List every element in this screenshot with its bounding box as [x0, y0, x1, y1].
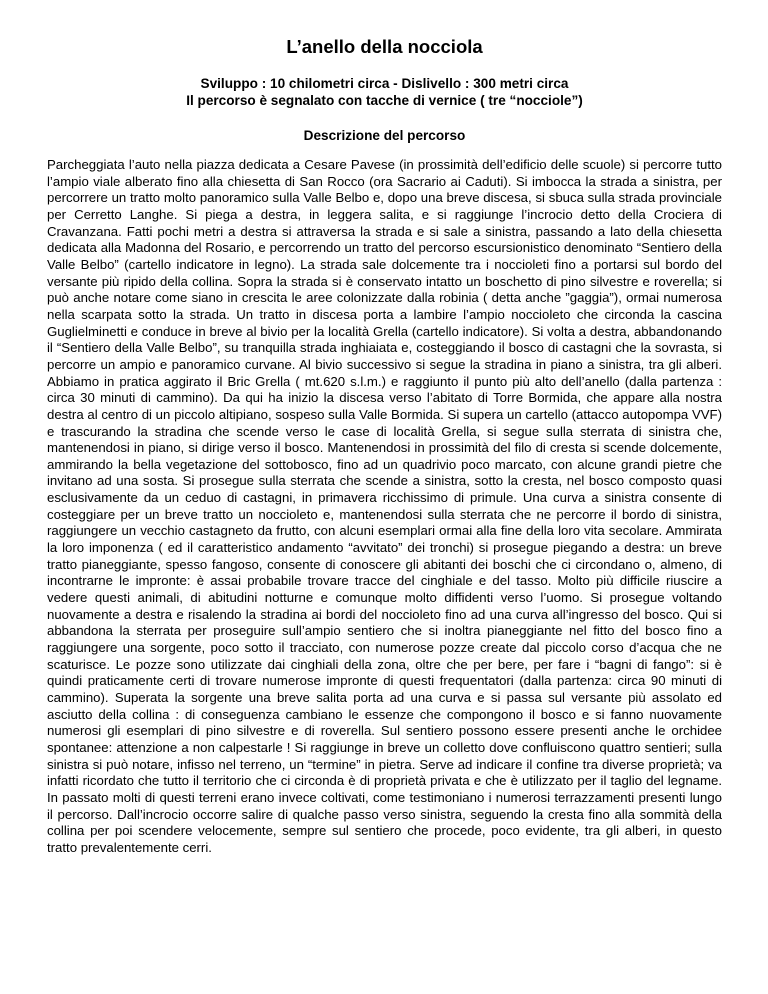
route-description: Parcheggiata l’auto nella piazza dedicata a Cesare Pavese (in prossimità dell’edificio delle scuole) si percorre tutto l’ampio viale alberato fino alla chiesetta di San Rocco (ora Sacrario ai Caduti). Si imbocca la strada a sinistra, per percorrere un tratto molto panoramico sulla Valle Belbo e, dopo una breve discesa, si sbuca sulla strada provinciale per Cerretto Langhe. Si piega a destra, in leggera salita, e si raggiunge l’incrocio detto della Crociera di Cravanzana. Fatti pochi metri a destra si attraversa la strada e si sale a sinistra, passando a lato della chiesetta dedicata alla Madonna del Rosario, e percorrendo un tratto del percorso escursionistico denominato “Sentiero della Valle Belbo” (cartello indicatore in legno). La strada sale dolcemente tra i noccioleti fino a portarsi sul bordo del versante più ripido della collina. Sopra la strada si è conservato intatto un boschetto di pino silvestre e roverella; si può anche notare come siano in crescita le aree colonizzate dalla robinia ( detta anche ”gaggia”), ormai numerosa nella scarpata sotto la strada. Un tratto in discesa porta a lambire l’ampio noccioleto che circonda la cascina Guglielminetti e conduce in breve al bivio per la località Grella (cartello indicatore). Si volta a destra, abbandonando il “Sentiero della Valle Belbo”, su tranquilla strada inghiaiata e, costeggiando il bosco di castagni che la sovrasta, si percorre un ampio e panoramico curvane. Al bivio successivo si segue la stradina in piano a sinistra, tra gli alberi. Abbiamo in pratica aggirato il Bric Grella ( mt.620 s.l.m.) e raggiunto il punto più alto dell’anello (dalla partenza : circa 30 minuti di cammino). Da qui ha inizio la discesa verso l’abitato di Torre Bormida, che appare alla nostra destra al centro di un piccolo altipiano, sospeso sulla Valle Bormida. Si supera un cartello (attacco autopompa VVF) e trascurando la stradina che scende verso le case di località Grella, si segue sulla sterrata di sinistra che, mantenendosi in piano, si dirige verso il bosco. Mantenendosi in prossimità del filo di cresta si scende dolcemente, ammirando la bella vegetazione del sottobosco, fino ad un quadrivio poco marcato, con alcune grandi pietre che invitano ad una sosta. Si prosegue sulla sterrata che scende a sinistra, sotto la cresta, nel bosco composto quasi esclusivamente da un ceduo di castagni, in primavera ricchissimo di primule. Una curva a sinistra consente di costeggiare per un breve tratto un noccioleto e, mantenendosi sulla sterrata che ne percorre il bordo di sinistra, raggiungere un vecchio castagneto da frutto, con alcuni esemplari ormai alla fine della loro vita secolare. Ammirata la loro imponenza ( ed il caratteristico andamento “avvitato” dei tronchi) si prosegue piegando a destra: un breve tratto pianeggiante, spesso fangoso, consente di conoscere gli abitanti dei boschi che ci circondano o, almeno, di incontrarne le impronte: è assai probabile trovare tracce del cinghiale e del tasso. Molto più difficile riuscire a vedere questi animali, di abitudini notturne e comunque molto diffidenti verso l’uomo. Si prosegue voltando nuovamente a destra e risalendo la stradina ai bordi del noccioleto fino ad una curva all’ingresso del bosco. Qui si abbandona la sterrata per proseguire sull’ampio sentiero che si inoltra pianeggiante nel fitto del bosco fino a raggiungere una sorgente, poco sotto il tracciato, con numerose pozze create dal piccolo corso d’acqua che ne scaturisce. Le pozze sono utilizzate dai cinghiali della zona, oltre che per bere, per fare i “bagni di fango”: si è quindi praticamente certi di trovare numerose impronte di questi frequentatori (dalla partenza: circa 90 minuti di cammino). Superata la sorgente una breve salita porta ad una curva e si passa sul versante più assolato ed asciutto della collina : di conseguenza cambiano le essenze che compongono il bosco e si fanno nuovamente numerosi gli esemplari di pino silvestre e di roverella. Sul sentiero possono essere presenti anche le orchidee spontanee: attenzione a non calpestarle ! Si raggiunge in breve un colletto dove confluiscono quattro sentieri; sulla sinistra si può notare, infisso nel terreno, un “termine” in pietra. Serve ad indicare il confine tra diverse proprietà; va infatti ricordato che tutto il territorio che ci circonda è di proprietà privata e che è utilizzato per il taglio del legname. In passato molti di questi terreni erano invece coltivati, come testimoniano i numerosi terrazzamenti presenti lungo il percorso. Dall’incrocio occorre salire di qualche passo verso sinistra, seguendo la cresta fino alla sommità della collina per poi scendere velocemente, sempre sul sentiero che procede, poco evidente, tra gli alberi, in questo tratto prevalentemente cerri. — [47, 157, 722, 855]
route-info — [47, 75, 722, 109]
section-heading: Descrizione del percorso — [303, 128, 466, 143]
route-marking-note: Il percorso è segnalato con tacche di vernice ( tre “nocciole”) — [186, 93, 583, 108]
route-length-elevation: Sviluppo : 10 chilometri circa - Dislivello : 300 metri circa — [200, 76, 569, 91]
document-title: L’anello della nocciola — [286, 36, 483, 57]
document-page — [47, 36, 722, 857]
